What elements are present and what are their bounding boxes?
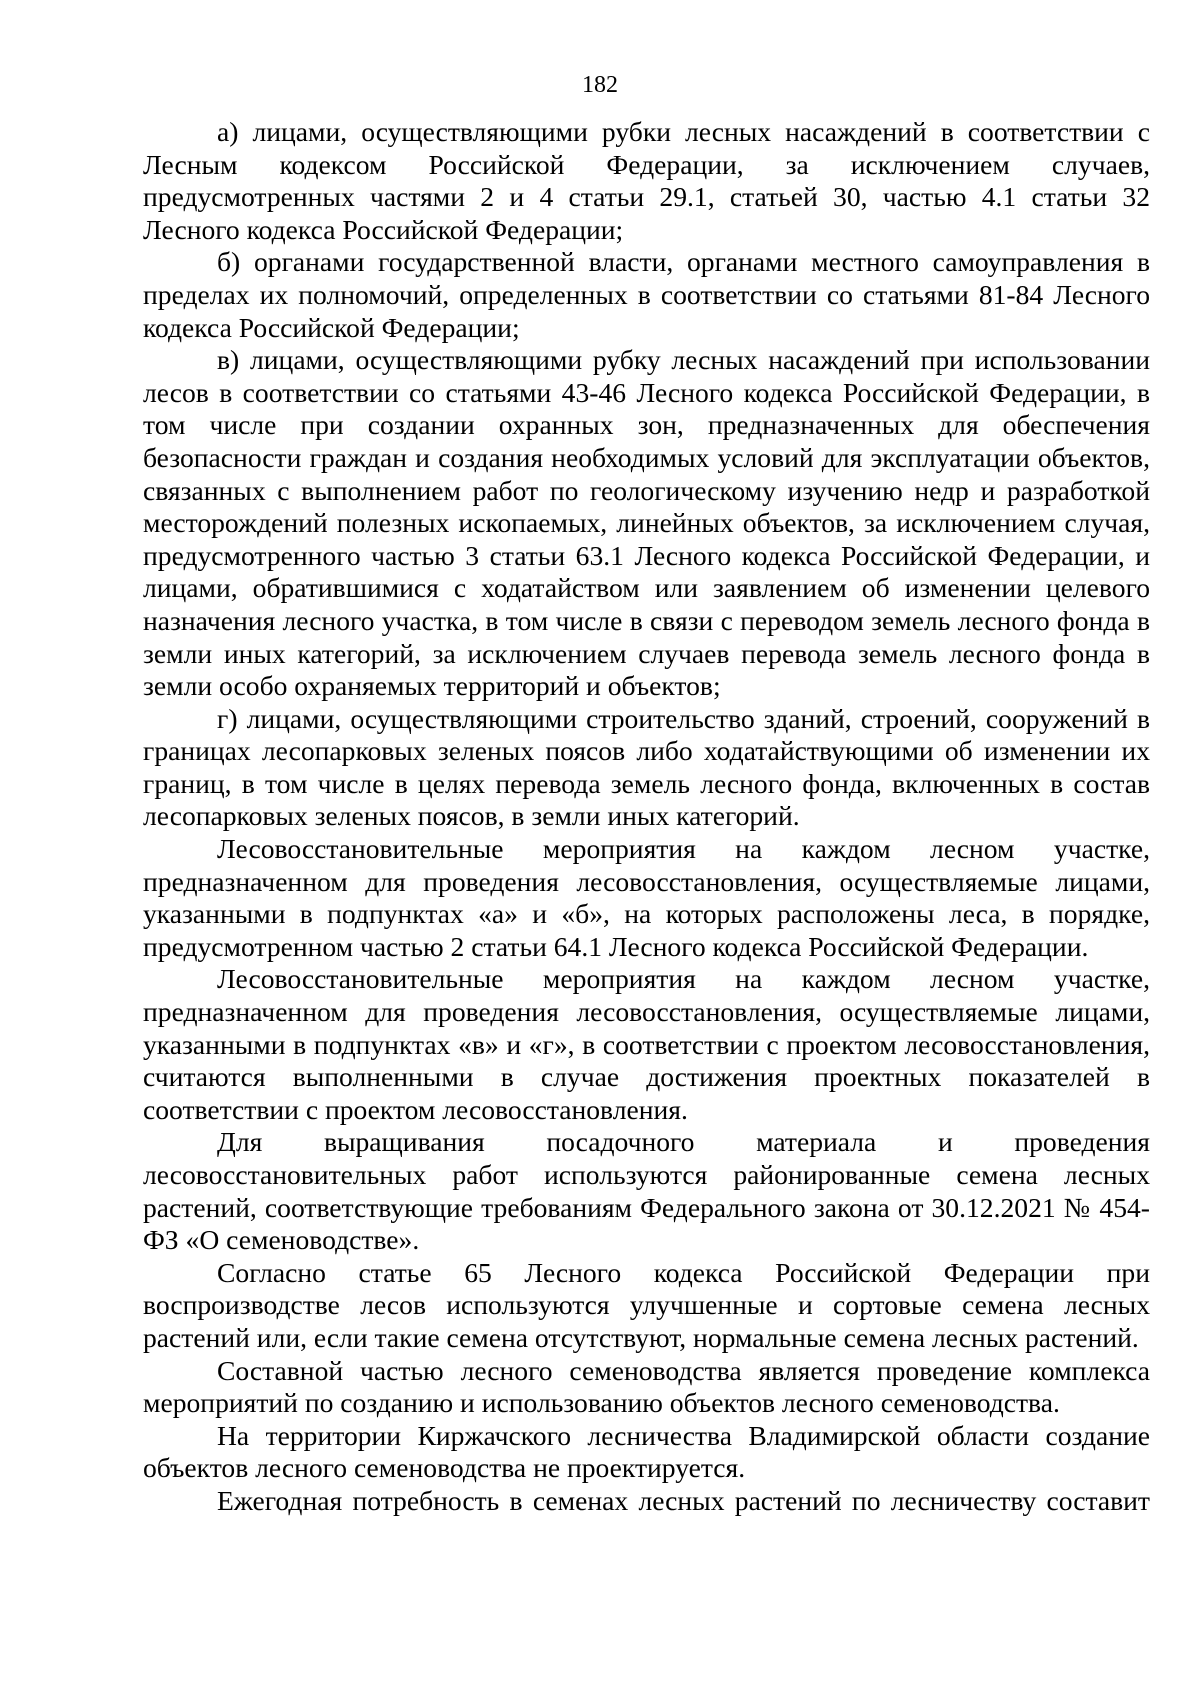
paragraph-reforestation-vg: Лесовосстановительные мероприятия на каждом лесном участке, предназначенном для проведения лесовосстановления, осуществляемые лицами, указанными в подпунктах «в» и «г», в соответствии с проектом лесовосстановления, считаются выполненными в случае достижения проектных показателей в соответствии с проектом лесовосстановления. <box>143 963 1150 1125</box>
paragraph-item-b: б) органами государственной власти, органами местного самоуправления в пределах их полномочий, определенных в соответствии со статьями 81-84 Лесного кодекса Российской Федерации; <box>143 246 1150 343</box>
document-body <box>143 116 1150 1518</box>
paragraph-annual-need: Ежегодная потребность в семенах лесных растений по лесничеству составит <box>217 1484 1150 1516</box>
paragraph-kirzhach: На территории Киржачского лесничества Владимирской области создание объектов лесного семеноводства не проектируется. <box>143 1419 1150 1484</box>
paragraph-reforestation-ab: Лесовосстановительные мероприятия на каждом лесном участке, предназначенном для проведения лесовосстановления, осуществляемые лицами, указанными в подпунктах «а» и «б», на которых расположены леса, в порядке, предусмотренном частью 2 статьи 64.1 Лесного кодекса Российской Федерации. <box>143 833 1150 962</box>
page-number: 182 <box>582 72 618 98</box>
paragraph-article-65: Согласно статье 65 Лесного кодекса Российской Федерации при воспроизводстве лесов используются улучшенные и сортовые семена лесных растений или, если такие семена отсутствуют, нормальные семена лесных растений. <box>143 1256 1150 1353</box>
paragraph-item-g: г) лицами, осуществляющими строительство зданий, строений, сооружений в границах лесопарковых зеленых поясов либо ходатайствующими об изменении их границ, в том числе в целях перевода земель лесного фонда, включенных в состав лесопарковых зеленых поясов, в земли иных категорий. <box>143 702 1150 832</box>
paragraph-seeds-law: Для выращивания посадочного материала и проведения лесовосстановительных работ используются районированные семена лесных растений, соответствующие требованиям Федерального закона от 30.12.2021 № 454-ФЗ «О семеноводстве». <box>143 1126 1150 1256</box>
paragraph-item-v: в) лицами, осуществляющими рубку лесных насаждений при использовании лесов в соответствии со статьями 43-46 Лесного кодекса Российской Федерации, в том числе при создании охранных зон, предназначенных для обеспечения безопасности граждан и создания необходимых условий для эксплуатации объектов, связанных с выполнением работ по геологическому изучению недр и разработкой месторождений полезных ископаемых, линейных объектов, за исключением случая, предусмотренного частью 3 статьи 63.1 Лесного кодекса Российской Федерации, и лицами, обратившимися с ходатайством или заявлением об изменении целевого назначения лесного участка, в том числе в связи с переводом земель лесного фонда в земли иных категорий, за исключением случаев перевода земель лесного фонда в земли особо охраняемых территорий и объектов; <box>143 344 1150 702</box>
paragraph-item-a: а) лицами, осуществляющими рубки лесных насаждений в соответствии с Лесным кодексом Российской Федерации, за исключением случаев, предусмотренных частями 2 и 4 статьи 29.1, статьей 30, частью 4.1 статьи 32 Лесного кодекса Российской Федерации; <box>143 116 1150 245</box>
paragraph-seed-production: Составной частью лесного семеноводства является проведение комплекса мероприятий по созданию и использованию объектов лесного семеноводства. <box>143 1354 1150 1419</box>
